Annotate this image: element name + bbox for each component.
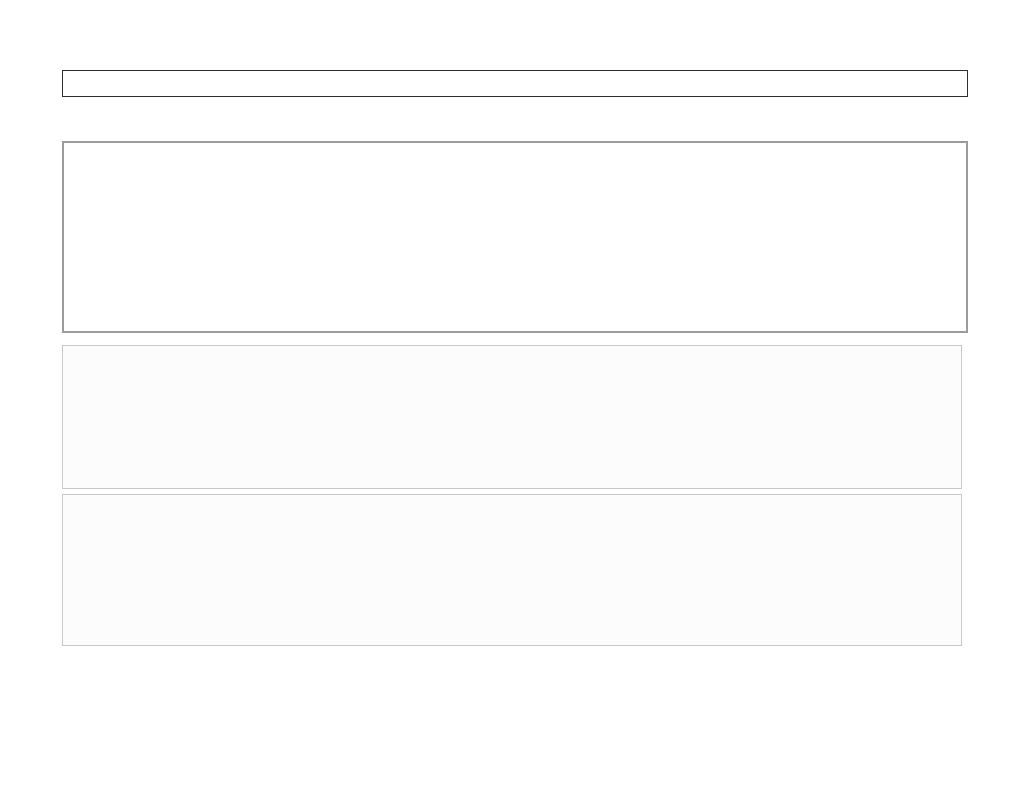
meeting-schedule-table — [62, 141, 968, 333]
calendar-strip-jul-dec — [62, 494, 962, 646]
schedule-right-half — [515, 141, 966, 331]
title-box — [62, 70, 968, 97]
schedule-left-half — [64, 143, 515, 331]
calendar-strip-jan-jun — [62, 345, 962, 489]
